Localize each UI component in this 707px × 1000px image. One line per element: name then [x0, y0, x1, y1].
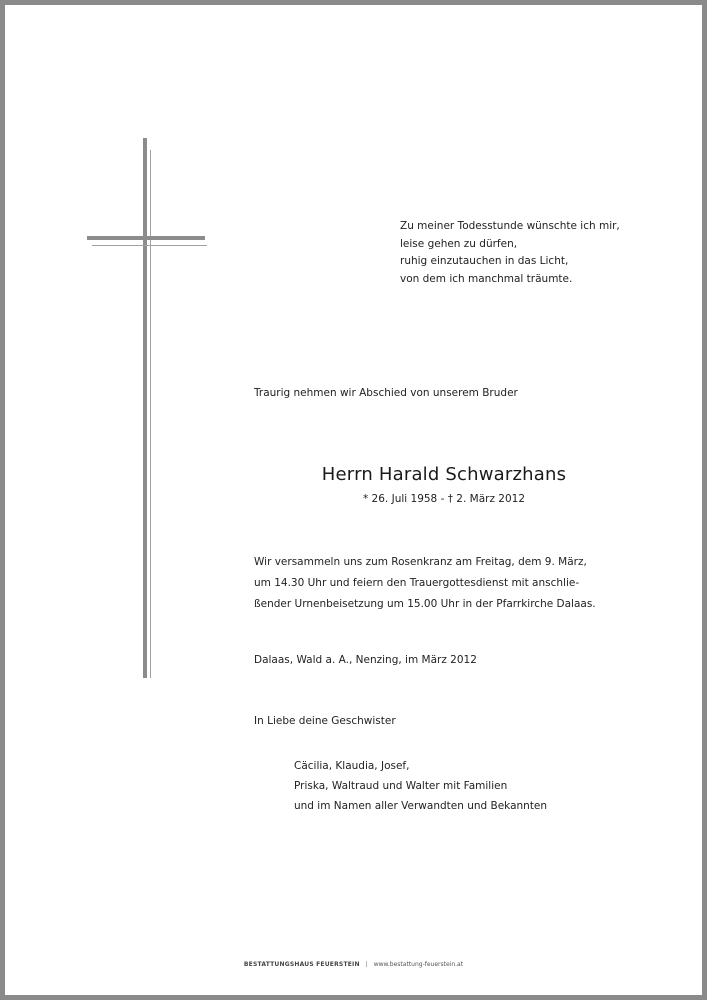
deceased-name: Herrn Harald Schwarzhans	[321, 464, 567, 485]
notice-line: Wir versammeln uns zum Rosenkranz am Freitag, dem 9. März,	[254, 556, 587, 568]
footer-url-link[interactable]: www.bestattung-feuerstein.at	[373, 961, 464, 968]
family-line: Cäcilia, Klaudia, Josef,	[294, 760, 410, 772]
family-line: und im Namen aller Verwandten und Bekannten	[294, 800, 548, 812]
footer	[0, 961, 707, 968]
closing-text: In Liebe deine Geschwister	[254, 715, 396, 727]
poem-line: von dem ich manchmal träumte.	[400, 272, 573, 285]
footer-company: BESTATTUNGSHAUS FEUERSTEIN	[243, 961, 360, 968]
notice-line: um 14.30 Uhr und feiern den Trauergottesdienst mit anschlie-	[254, 577, 580, 589]
family-line: Priska, Waltraud und Walter mit Familien	[294, 780, 508, 792]
life-dates: * 26. Juli 1958 - † 2. März 2012	[362, 493, 526, 505]
poem-line: Zu meiner Todesstunde wünschte ich mir,	[400, 220, 620, 232]
cross-horizontal-bar	[87, 236, 205, 240]
cross-vertical-line	[150, 150, 151, 678]
family-list	[294, 756, 547, 816]
poem	[400, 218, 620, 288]
intro-text: Traurig nehmen wir Abschied von unserem Bruder	[254, 387, 518, 399]
poem-line: leise gehen zu dürfen,	[400, 237, 518, 250]
cross-vertical-bar	[143, 138, 147, 678]
place-date: Dalaas, Wald a. A., Nenzing, im März 2012	[254, 654, 477, 666]
footer-separator: |	[365, 961, 368, 968]
cross-horizontal-line	[92, 245, 207, 246]
notice-line: ßender Urnenbeisetzung um 15.00 Uhr in der Pfarrkirche Dalaas.	[254, 598, 596, 610]
poem-line: ruhig einzutauchen in das Licht,	[400, 255, 569, 267]
service-notice	[254, 552, 596, 615]
